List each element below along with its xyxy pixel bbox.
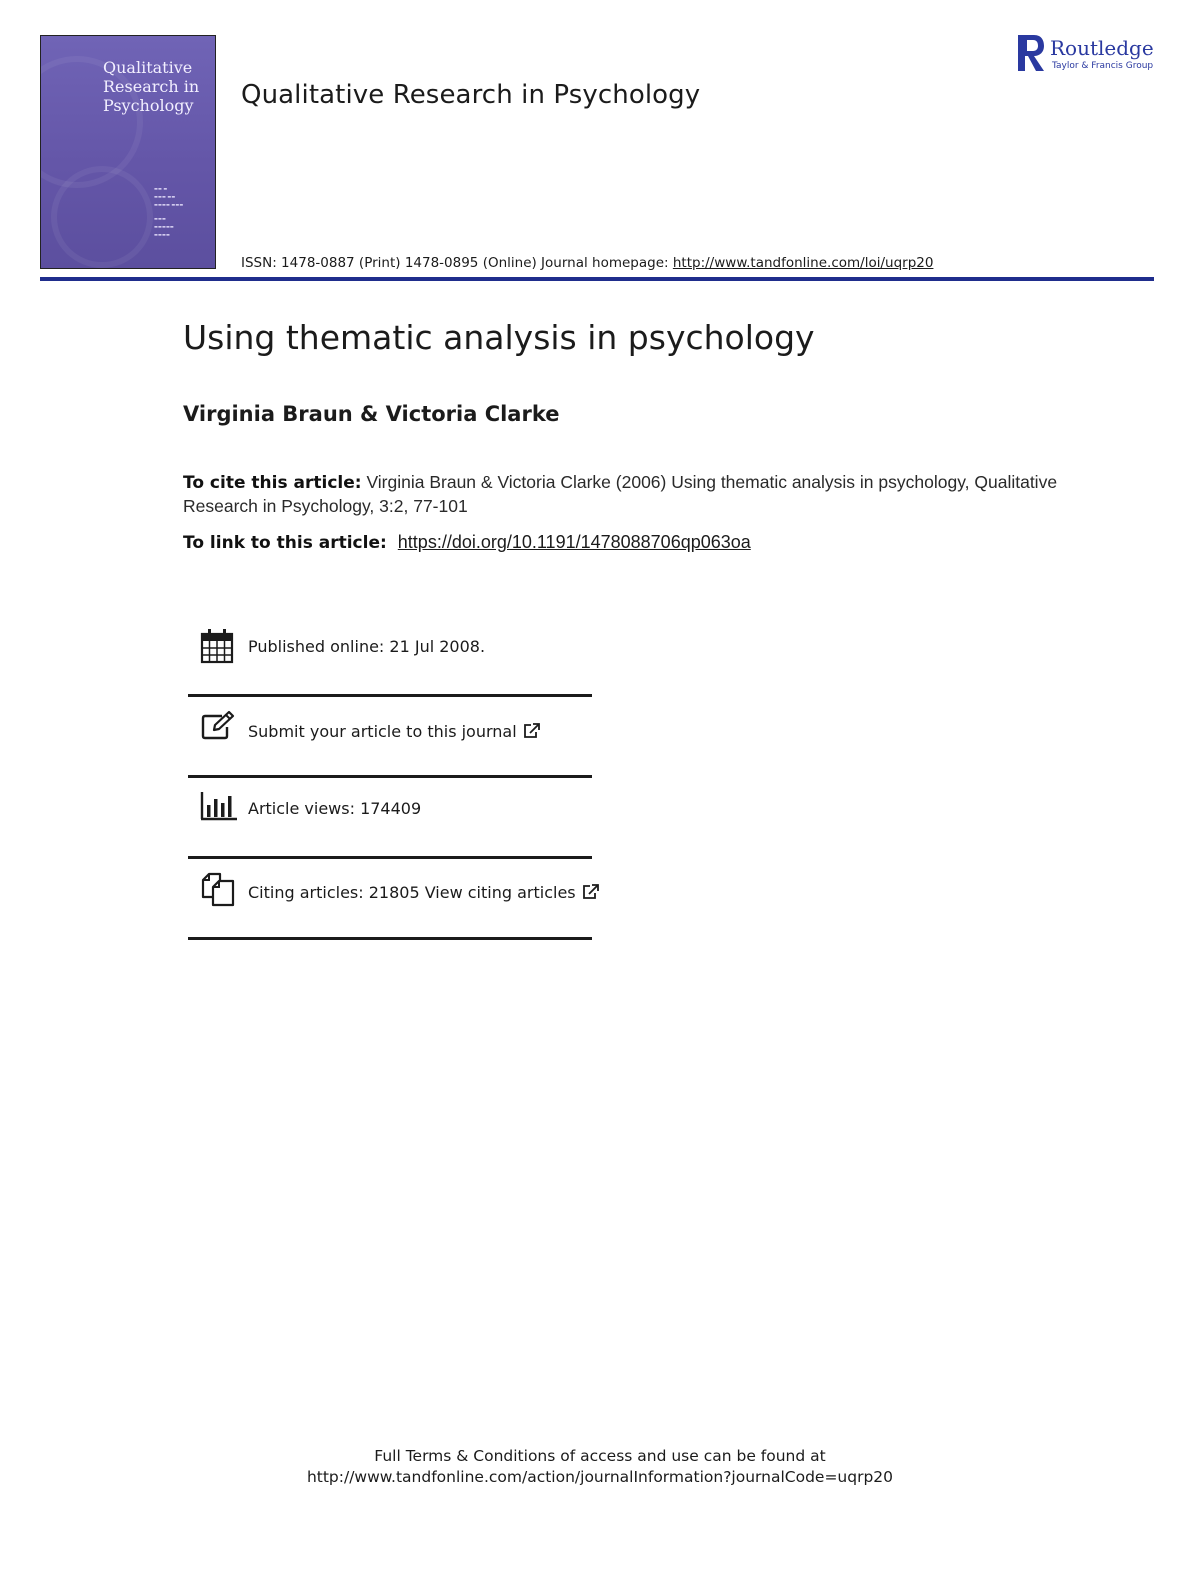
citing-articles-item[interactable] (188, 869, 592, 915)
footer-terms-text: Full Terms & Conditions of access and use can be found at (374, 1447, 826, 1465)
cite-text: Virginia Braun & Victoria Clarke (2006) Using thematic analysis in psychology, Qualitative Research in Psychology, 3:2, 77-101 (183, 472, 1058, 516)
footer-terms-link[interactable]: http://www.tandfonline.com/action/journalInformation?journalCode=uqrp20 (306, 1468, 894, 1486)
edit-icon (200, 710, 236, 742)
bar-chart-icon (200, 791, 238, 821)
calendar-icon (200, 628, 234, 664)
publisher-subtitle: Taylor & Francis Group (1052, 61, 1154, 71)
divider (188, 856, 592, 859)
article-link-block (183, 532, 751, 553)
doi-link[interactable]: https://doi.org/10.1191/1478088706qp063oa (397, 532, 751, 552)
cover-detail: ▬▬▬▬ ▬▬▬ (154, 202, 184, 207)
journal-title: Qualitative Research in Psychology (241, 80, 701, 110)
submit-article-item[interactable] (188, 708, 592, 752)
submit-article-text: Submit your article to this journal (248, 722, 517, 741)
article-views-text: Article views: 174409 (248, 799, 422, 818)
article-title: Using thematic analysis in psychology (183, 318, 815, 357)
cover-detail: ▬▬▬ (154, 216, 166, 221)
publisher-name: Routledge (1050, 36, 1154, 60)
external-link-icon (582, 884, 599, 899)
journal-cover-image (40, 35, 216, 269)
published-online-item (188, 625, 592, 669)
footer (0, 1446, 1200, 1488)
cover-detail: ▬▬▬ ▬▬ (154, 194, 176, 199)
cover-title: Qualitative Research in Psychology (103, 58, 200, 115)
link-label: To link to this article: (183, 533, 387, 553)
article-views-item (188, 788, 592, 832)
citing-articles-link[interactable] (248, 883, 599, 902)
journal-homepage-link[interactable]: http://www.tandfonline.com/loi/uqrp20 (672, 255, 934, 271)
cite-label: To cite this article: (183, 473, 362, 493)
issn-text: ISSN: 1478-0887 (Print) 1478-0895 (Online) Journal homepage: (241, 255, 669, 271)
submit-article-link[interactable] (248, 722, 540, 741)
article-authors: Virginia Braun & Victoria Clarke (183, 402, 560, 426)
published-online-text: Published online: 21 Jul 2008. (248, 637, 486, 656)
cover-detail: ▬▬▬▬▬ (154, 224, 174, 229)
cover-detail: ▬▬ ▬ (154, 186, 168, 191)
cover-decoration (51, 166, 153, 268)
divider (188, 694, 592, 697)
divider (188, 775, 592, 778)
copy-icon (200, 871, 236, 907)
external-link-icon (523, 723, 540, 738)
citation-block (183, 471, 1063, 518)
routledge-logo-icon (1016, 33, 1046, 73)
divider (188, 937, 592, 940)
citing-articles-text: Citing articles: 21805 View citing articles (248, 883, 576, 902)
cover-detail: ▬▬▬▬ (154, 232, 170, 237)
issn-line (241, 255, 933, 271)
header-divider (40, 277, 1154, 281)
